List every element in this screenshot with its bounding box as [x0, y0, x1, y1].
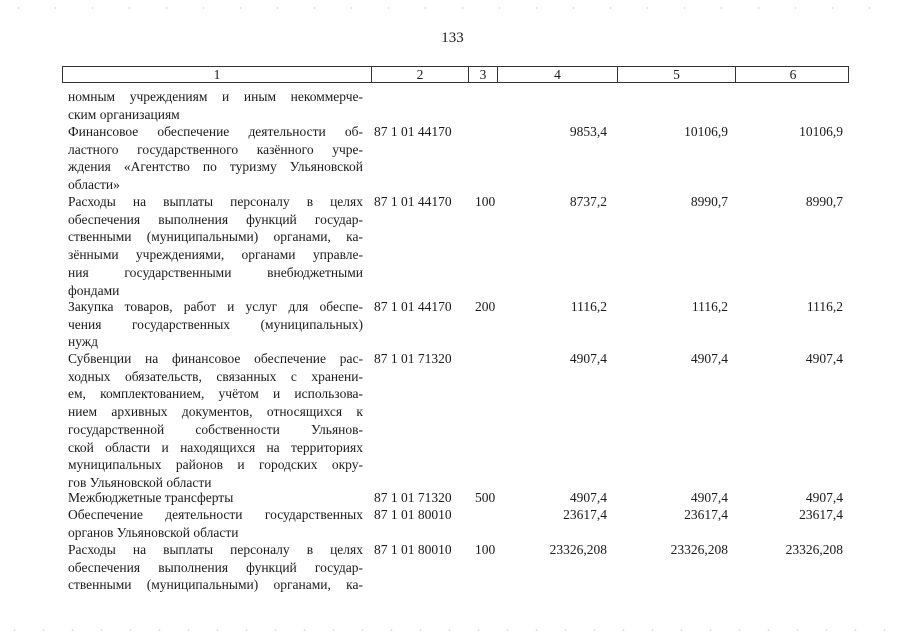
row-name-line: Субвенции на финансовое обеспечение рас- [68, 351, 363, 366]
header-col-1: 1 [213, 67, 221, 82]
row-value-col5: 10106,9 [684, 124, 728, 139]
row-value-col6: 4907,4 [805, 490, 843, 505]
row-value-col5: 4907,4 [690, 490, 728, 505]
row-name-line: обеспечения выполнения функций государ- [68, 211, 363, 227]
row-value-col4: 23617,4 [563, 507, 607, 522]
row-value-col4: 4907,4 [569, 351, 607, 366]
row-name-line: обеспечения выполнения функций государ- [68, 559, 363, 575]
row-name-line: области» [68, 177, 120, 193]
row-name-line: Расходы на выплаты персоналу в целях [68, 194, 363, 209]
row-name [68, 88, 363, 123]
row-name-line: гов Ульяновской области [68, 474, 212, 490]
row-name-line: нием архивных документов, относящихся к [68, 404, 363, 420]
row-name-line: Межбюджетные трансферты [68, 490, 234, 505]
row-value-col4: 9853,4 [569, 124, 607, 139]
row-name [68, 298, 363, 351]
row-name-line: ской области и находящихся на территориях [68, 439, 363, 455]
row-value-col5: 1116,2 [691, 299, 728, 314]
row-name-line: Закупка товаров, работ и услуг для обеспе- [68, 299, 363, 314]
header-col-4: 4 [497, 67, 617, 82]
row-code: 87 1 01 44170 [374, 299, 452, 314]
row-code: 87 1 01 44170 [374, 194, 452, 209]
row-name-line: нужд [68, 334, 98, 350]
scan-noise-bottom [0, 628, 905, 632]
row-name-line: ждения «Агентство по туризму Ульяновской [68, 159, 363, 175]
table-header-row [62, 66, 849, 83]
row-name-line: зёнными учреждениями, органами управле- [68, 247, 363, 263]
row-code: 87 1 01 71320 [374, 490, 452, 505]
row-name [68, 350, 363, 492]
page-number: 133 [441, 30, 464, 46]
row-value-col4: 8737,2 [569, 194, 607, 209]
row-code: 87 1 01 80010 [374, 507, 452, 522]
row-name-line: ходных обязательств, связанных с хранени- [68, 368, 363, 384]
row-value-col4: 4907,4 [569, 490, 607, 505]
row-value-col6: 8990,7 [805, 194, 843, 209]
row-name [68, 541, 363, 594]
row-name-line: Расходы на выплаты персоналу в целях [68, 542, 363, 557]
header-col-3: 3 [468, 67, 497, 82]
row-name-line: ственными (муниципальными) органами, ка- [68, 577, 363, 593]
row-value-col6: 23326,208 [785, 542, 843, 557]
row-name-line: ем, комплектованием, учётом и использова- [68, 386, 363, 402]
row-value-col4: 23326,208 [549, 542, 607, 557]
row-name-line: номным учреждениям и иным некоммерче- [68, 89, 363, 104]
header-col-2: 2 [371, 67, 468, 82]
row-name-line: ственными (муниципальными) органами, ка- [68, 229, 363, 245]
row-name [68, 193, 363, 299]
header-col-6: 6 [735, 67, 850, 82]
row-name-line: Обеспечение деятельности государственных [68, 507, 363, 522]
row-value-col5: 8990,7 [690, 194, 728, 209]
row-name-line: государственной собственности Ульянов- [68, 421, 363, 437]
row-code: 87 1 01 71320 [374, 351, 452, 366]
row-name-line: Финансовое обеспечение деятельности об- [68, 124, 363, 139]
header-col-5: 5 [617, 67, 735, 82]
row-name-line: ластного государственного казённого учре- [68, 141, 363, 157]
row-name-line: органов Ульяновской области [68, 524, 239, 540]
row-value-col6: 23617,4 [799, 507, 843, 522]
row-name-line: муниципальных районов и городских окру- [68, 457, 363, 473]
row-value-col6: 4907,4 [805, 351, 843, 366]
row-value-col5: 4907,4 [690, 351, 728, 366]
row-type: 500 [475, 490, 496, 505]
row-name-line: фондами [68, 282, 120, 298]
row-name-line: чения государственных (муниципальных) [68, 316, 363, 332]
row-value-col5: 23326,208 [670, 542, 728, 557]
scan-noise-top [0, 6, 905, 10]
row-name [68, 506, 363, 541]
row-name [68, 489, 363, 507]
row-name-line: ния государственными внебюджетными [68, 264, 363, 280]
row-code: 87 1 01 80010 [374, 542, 452, 557]
row-value-col6: 1116,2 [806, 299, 843, 314]
row-value-col5: 23617,4 [684, 507, 728, 522]
row-value-col4: 1116,2 [570, 299, 607, 314]
row-type: 100 [475, 542, 496, 557]
row-name-line: ским организациям [68, 106, 180, 122]
row-type: 200 [475, 299, 496, 314]
row-value-col6: 10106,9 [799, 124, 843, 139]
row-code: 87 1 01 44170 [374, 124, 452, 139]
row-type: 100 [475, 194, 496, 209]
row-name [68, 123, 363, 194]
